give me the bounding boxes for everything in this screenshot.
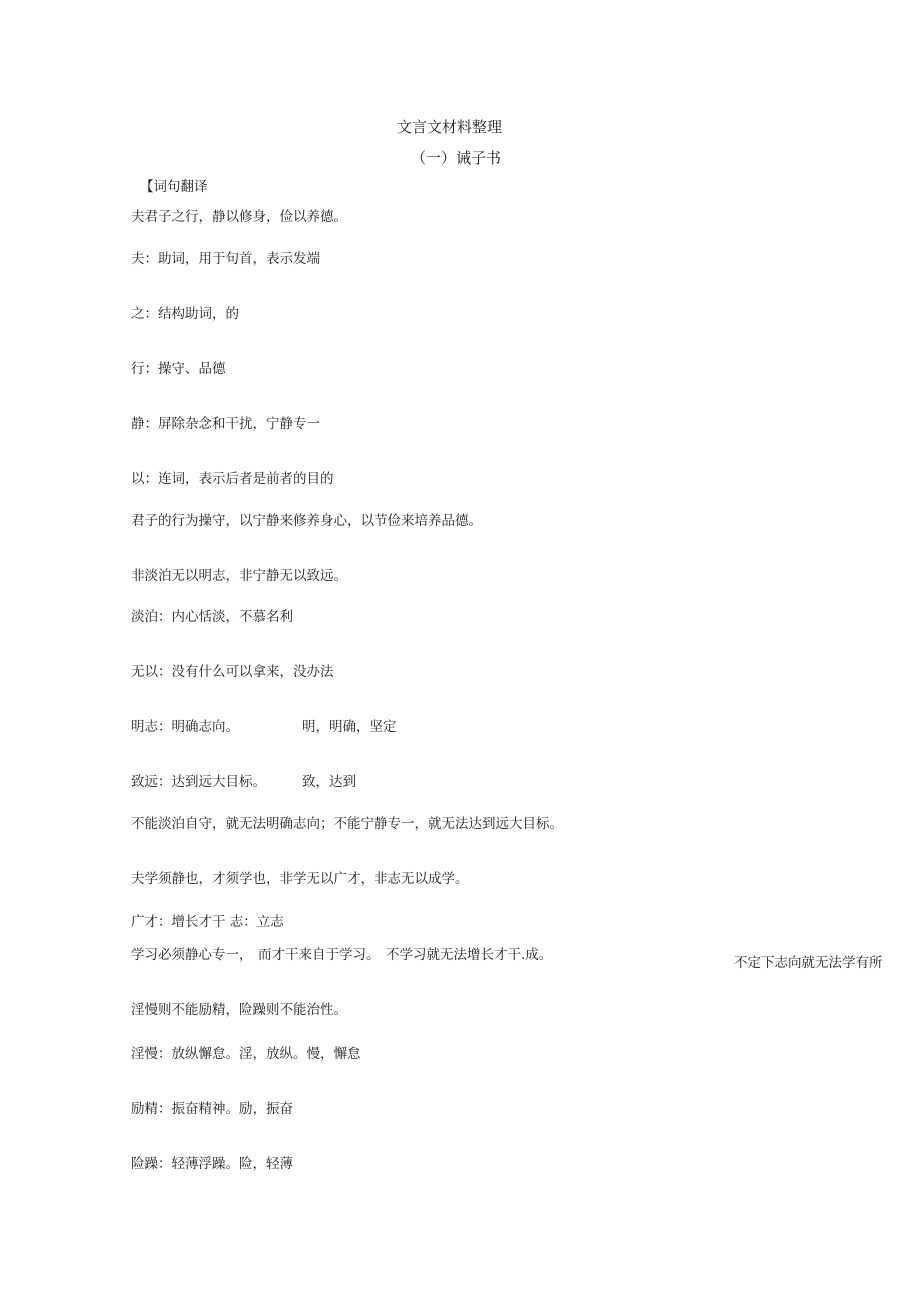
text-line: 淡泊：内心恬淡，不慕名利 xyxy=(131,609,293,625)
text-line: 淫慢则不能励精，险躁则不能治性。 xyxy=(131,1002,347,1018)
document-subtitle: （一）诫子书 xyxy=(411,149,502,167)
text-line: 险躁：轻薄浮躁。险，轻薄 xyxy=(131,1156,293,1172)
text-line: 淫慢：放纵懈怠。淫，放纵。慢，懈怠 xyxy=(131,1046,361,1062)
text-line: 明志：明确志向。 xyxy=(131,719,239,735)
text-line: 致，达到 xyxy=(302,774,356,790)
text-line: 励精：振奋精神。励，振奋 xyxy=(131,1101,293,1117)
text-line: 不学习就无法增长才干.成。 xyxy=(386,947,553,963)
text-line: 而才干来自于学习。 xyxy=(258,947,380,963)
text-line: 明，明确，坚定 xyxy=(302,719,397,735)
text-line: 广才：增长才干 志：立志 xyxy=(131,914,284,930)
text-line: 以：连词，表示后者是前者的目的 xyxy=(131,471,334,487)
text-line: 之：结构助词，的 xyxy=(131,306,239,322)
text-line: 无以：没有什么可以拿来，没办法 xyxy=(131,664,334,680)
margin-note: 不定下志向就无法学有所 xyxy=(734,955,883,971)
section-header: 【词句翻译 xyxy=(140,179,208,195)
text-line: 非淡泊无以明志，非宁静无以致远。 xyxy=(131,568,347,584)
text-line: 夫君子之行，静以修身，俭以养德。 xyxy=(131,209,347,225)
text-line: 学习必须静心专一， xyxy=(131,947,253,963)
text-line: 静：屏除杂念和干扰，宁静专一 xyxy=(131,416,320,432)
text-line: 致远：达到远大目标。 xyxy=(131,774,266,790)
document-title: 文言文材料整理 xyxy=(397,118,503,136)
text-line: 君子的行为操守，以宁静来修养身心，以节俭来培养品德。 xyxy=(131,513,482,529)
text-line: 行：操守、品德 xyxy=(131,361,226,377)
text-line: 不能淡泊自守，就无法明确志向；不能宁静专一，就无法达到远大目标。 xyxy=(131,816,563,832)
text-line: 夫：助词，用于句首，表示发端 xyxy=(131,251,320,267)
text-line: 夫学须静也，才须学也，非学无以广才，非志无以成学。 xyxy=(131,871,469,887)
